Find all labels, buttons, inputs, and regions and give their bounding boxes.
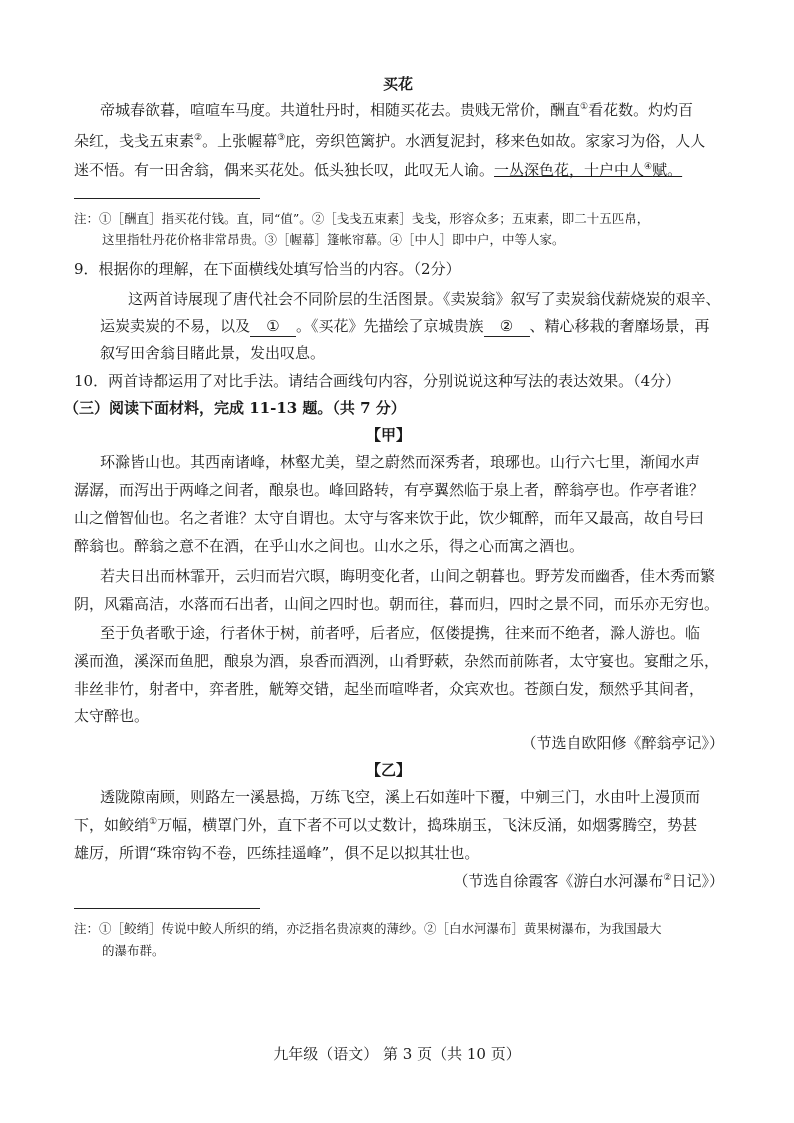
jia-line: 环滁皆山也。其西南诸峰，林壑尤美，望之蔚然而深秀者，琅琊也。山行六七里，渐闻水声 (100, 453, 701, 471)
yi-line-1: 透陇隙南顾，则路左一溪悬捣，万练飞空，溪上石如莲叶下覆，中剜三门，水由叶上漫顶而 (100, 788, 701, 806)
footnote-divider (74, 198, 260, 199)
jia-line: 醉翁也。醉翁之意不在酒，在乎山水之间也。山水之乐，得之心而寓之酒也。 (74, 537, 585, 555)
q9-para-2: 运炭卖炭的不易，以及 ① 。《买花》先描绘了京城贵族 ② 、精心移栽的奢靡场景，再 (100, 317, 710, 335)
page-footer: 九年级（语文） 第 3 页（共 10 页） (273, 1045, 521, 1063)
yi-line-3: 雄厉，所谓“珠帘钩不卷，匹练挂遥峰”，俱不足以拟其壮也。 (74, 844, 480, 862)
answer-blank-2[interactable]: ② (484, 316, 530, 337)
q9-stem: 9．根据你的理解，在下面横线处填写恰当的内容。（2分） (74, 260, 461, 278)
yi-line-2: 下，如鲛绡①万幅，横罩门外，直下者不可以丈数计，捣珠崩玉，飞沫反涌，如烟雾腾空，势甚 (74, 816, 698, 834)
poem-note-2: 这里指牡丹花价格非常昂贵。③［幄幕］篷帐帘幕。④［中人］即中户，中等人家。 (102, 232, 565, 247)
jia-source: （节选自欧阳修《醉翁亭记》） (521, 734, 724, 752)
poem-line-2: 朵红，戋戋五束素②。上张幄幕③庇，旁织笆篱护。水洒复泥封，移来色如故。家家习为俗，人人 (74, 132, 706, 150)
poem-line-3: 迷不悟。有一田舍翁，偶来买花处。低头独长叹，此叹无人谕。一丛深色花，十户中人④赋。 (74, 161, 683, 179)
underlined-line: 一丛深色花，十户中人④赋。 (494, 161, 683, 179)
yi-source: （节选自徐霞客《游白水河瀑布②日记》） (453, 872, 724, 890)
passage-yi-label: 【乙】 (366, 761, 412, 779)
jia-line: 太守醉也。 (74, 707, 150, 725)
q10-stem: 10．两首诗都运用了对比手法。请结合画线句内容，分别说说这种写法的表达效果。（4分） (74, 372, 681, 390)
footnote-divider (74, 908, 260, 909)
answer-blank-1[interactable]: ① (250, 316, 296, 337)
jia-line: 至于负者歌于途，行者休于树，前者呼，后者应，伛偻提携，往来而不绝者，滁人游也。临 (100, 624, 701, 642)
passage-jia-label: 【甲】 (366, 426, 412, 444)
jia-line: 溪而渔，溪深而鱼肥，酿泉为酒，泉香而酒洌，山肴野蔌，杂然而前陈者，太守宴也。宴酣之乐， (74, 652, 720, 670)
jia-line: 潺潺，而泻出于两峰之间者，酿泉也。峰回路转，有亭翼然临于泉上者，醉翁亭也。作亭者谁？ (74, 481, 705, 499)
poem-line-1: 帝城春欲暮，喧喧车马度。共道牡丹时，相随买花去。贵贱无常价，酬直①看花数。灼灼百 (100, 101, 694, 119)
section-3-heading: （三）阅读下面材料，完成 11-13 题。（共 7 分） (64, 399, 406, 417)
jia-line: 若夫日出而林霏开，云归而岩穴暝，晦明变化者，山间之朝暮也。野芳发而幽香，佳木秀而繁 (100, 567, 716, 585)
jia-line: 非丝非竹，射者中，弈者胜，觥筹交错，起坐而喧哗者，众宾欢也。苍颜白发，颓然乎其间者， (74, 680, 705, 698)
yi-note-1: 注：①［鲛绡］传说中鲛人所织的绡，亦泛指名贵凉爽的薄纱。②［白水河瀑布］黄果树瀑布，为我国最大 (74, 921, 662, 936)
poem-note-1: 注：①［酬直］指买花付钱。直，同“值”。②［戋戋五束素］戋戋，形容众多；五束素，即二十五匹帛， (74, 211, 650, 226)
q9-para-1: 这两首诗展现了唐代社会不同阶层的生活图景。《卖炭翁》叙写了卖炭翁伐薪烧炭的艰辛、 (128, 290, 721, 308)
q9-para-3: 叙写田舍翁目睹此景，发出叹息。 (100, 344, 326, 362)
jia-line: 山之僧智仙也。名之者谁？太守自谓也。太守与客来饮于此，饮少辄醉，而年又最高，故自号曰 (74, 509, 705, 527)
jia-line: 阴，风霜高洁，水落而石出者，山间之四时也。朝而往，暮而归，四时之景不同，而乐亦无穷也。 (74, 595, 720, 613)
poem-title: 买花 (383, 75, 414, 93)
yi-note-2: 的瀑布群。 (102, 943, 165, 958)
